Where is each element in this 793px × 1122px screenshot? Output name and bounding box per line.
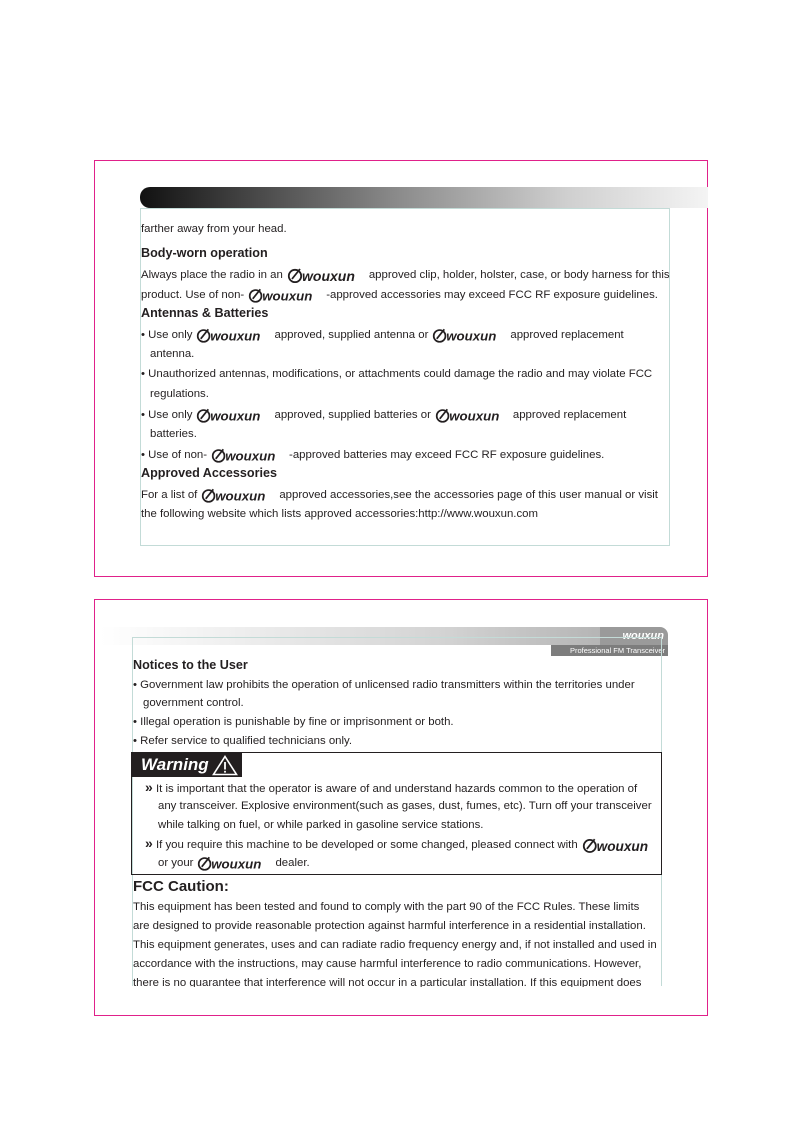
wouxun-logo bbox=[197, 855, 271, 871]
wouxun-logo bbox=[196, 407, 270, 423]
svg-text:wouxun: wouxun bbox=[446, 328, 497, 343]
svg-text:wouxun: wouxun bbox=[210, 328, 261, 343]
svg-text:wouxun: wouxun bbox=[210, 408, 261, 423]
notices-bullet-1-cont: government control. bbox=[143, 697, 244, 709]
antennas-bullet-1: • Use only wouxun approved, supplied antenna or wouxun approved replacement bbox=[141, 328, 624, 343]
chevron-double-right-icon: » bbox=[145, 835, 153, 851]
notices-bullet-2: • Illegal operation is punishable by fine or imprisonment or both. bbox=[133, 716, 454, 728]
accessories-line-1: For a list of wouxun approved accessories,see the accessories page of this user manual or visit bbox=[141, 488, 658, 503]
body-worn-line-2: product. Use of non- wouxun -approved accessories may exceed FCC RF exposure guidelines. bbox=[141, 288, 658, 303]
antennas-bullet-3-cont: batteries. bbox=[150, 428, 197, 440]
fcc-line-4: accordance with the instructions, may cause harmful interference to radio communications. However, bbox=[133, 958, 642, 970]
svg-text:wouxun: wouxun bbox=[211, 856, 262, 871]
top-header-bar bbox=[140, 187, 708, 208]
chevron-double-right-icon: » bbox=[145, 779, 153, 795]
warning-para-1-line-2: any transceiver. Explosive environment(such as gases, dust, fumes, etc). Turn off your transceiver bbox=[158, 800, 652, 812]
antennas-heading: Antennas & Batteries bbox=[141, 306, 269, 320]
fcc-heading: FCC Caution: bbox=[133, 878, 229, 895]
antennas-bullet-1-cont: antenna. bbox=[150, 348, 195, 360]
antennas-bullet-4: • Use of non- wouxun -approved batteries may exceed FCC RF exposure guidelines. bbox=[141, 448, 605, 463]
warning-para-2-line-1: » If you require this machine to be developed or some changed, pleased connect with wouxun bbox=[145, 836, 658, 853]
brand-tagline: Professional FM Transceiver bbox=[551, 645, 668, 656]
wouxun-logo bbox=[432, 327, 506, 343]
svg-text:wouxun: wouxun bbox=[215, 488, 266, 503]
wouxun-logo bbox=[435, 407, 509, 423]
antennas-bullet-3: • Use only wouxun approved, supplied batteries or wouxun approved replacement bbox=[141, 408, 627, 423]
svg-text:wouxun: wouxun bbox=[449, 408, 500, 423]
notices-bullet-1: • Government law prohibits the operation of unlicensed radio transmitters within the territories under bbox=[133, 679, 635, 691]
notices-heading: Notices to the User bbox=[133, 658, 248, 672]
svg-text:wouxun: wouxun bbox=[225, 448, 276, 463]
wouxun-logo bbox=[196, 327, 270, 343]
wouxun-logo bbox=[582, 837, 658, 853]
warning-para-1-line-3: while talking on fuel, or while parked in gasoline service stations. bbox=[158, 819, 484, 831]
warning-triangle-icon bbox=[212, 755, 238, 781]
brand-tab-logo: wouxun bbox=[622, 630, 664, 642]
antennas-bullet-2-cont: regulations. bbox=[150, 388, 209, 400]
warning-label: Warning bbox=[132, 753, 242, 777]
accessories-heading: Approved Accessories bbox=[141, 466, 278, 480]
antennas-bullet-2: • Unauthorized antennas, modifications, or attachments could damage the radio and may violate FCC bbox=[141, 368, 653, 380]
intro-text: farther away from your head. bbox=[141, 223, 287, 235]
wouxun-logo bbox=[201, 487, 275, 503]
wouxun-logo bbox=[248, 287, 322, 303]
wouxun-logo bbox=[287, 267, 365, 283]
warning-para-1-line-1: » It is important that the operator is aware of and understand hazards common to the operation of bbox=[145, 779, 638, 795]
accessories-line-2: the following website which lists approved accessories:http://www.wouxun.com bbox=[141, 508, 538, 520]
fcc-line-1: This equipment has been tested and found to comply with the part 90 of the FCC Rules. These limits bbox=[133, 901, 640, 913]
notices-bullet-3: • Refer service to qualified technicians only. bbox=[133, 735, 353, 747]
wouxun-logo bbox=[211, 447, 285, 463]
body-worn-heading: Body-worn operation bbox=[141, 246, 268, 260]
fcc-line-5: there is no guarantee that interference will not occur in a particular installation. If this equipment does bbox=[133, 977, 642, 987]
svg-text:wouxun: wouxun bbox=[301, 268, 355, 283]
warning-para-2-line-2: or your wouxun dealer. bbox=[158, 856, 310, 871]
fcc-line-3: This equipment generates, uses and can radiate radio frequency energy and, if not installed and used in bbox=[133, 939, 657, 951]
svg-text:wouxun: wouxun bbox=[262, 288, 313, 303]
body-worn-line-1: Always place the radio in an wouxun approved clip, holder, holster, case, or body harness for this bbox=[141, 268, 670, 283]
svg-text:wouxun: wouxun bbox=[596, 838, 648, 853]
fcc-line-2: are designed to provide reasonable protection against harmful interference in a residential installation. bbox=[133, 920, 646, 932]
